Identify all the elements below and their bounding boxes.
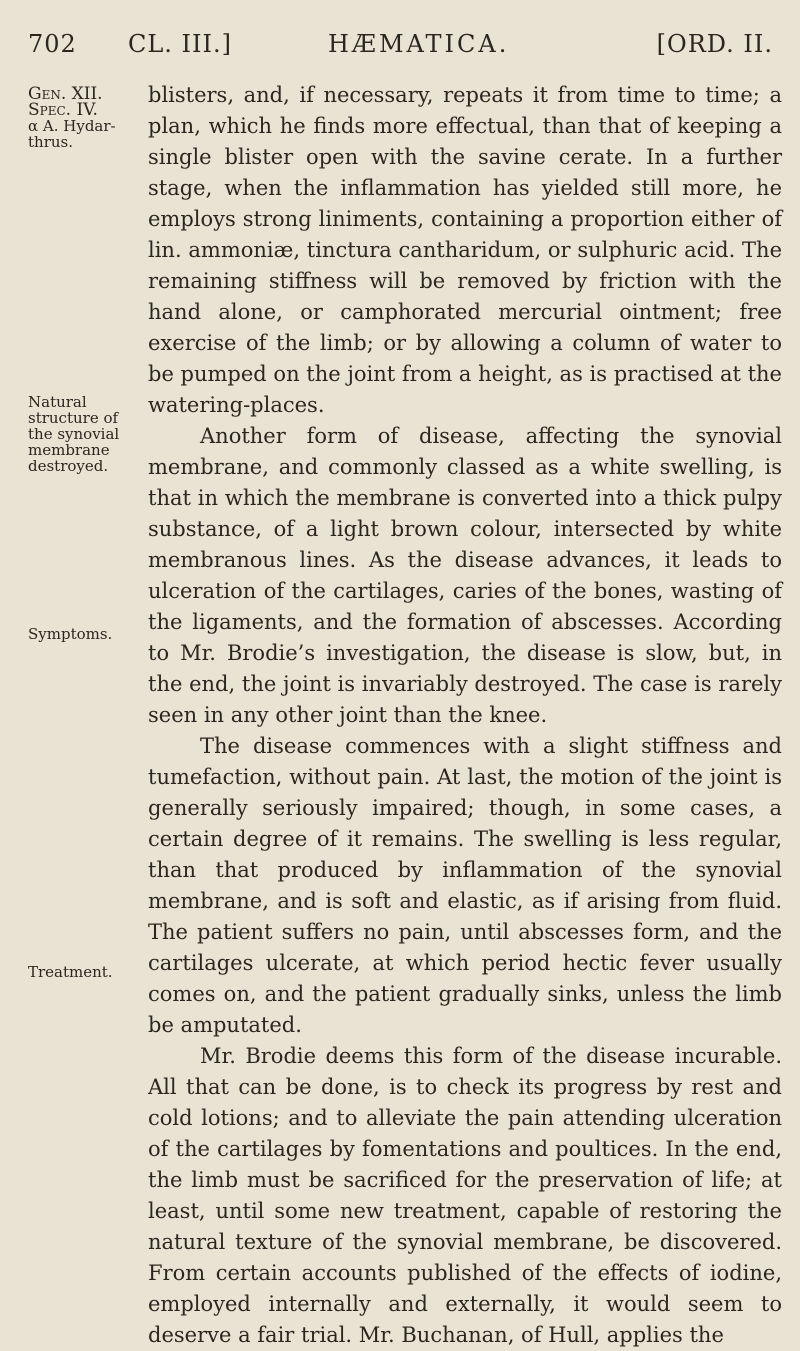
margin-note-line: Natural bbox=[28, 393, 87, 411]
genus-title: HÆMATICA. bbox=[328, 30, 510, 58]
paragraph-continuation: blisters, and, if necessary, repeats it from time to time; a plan, which he finds more effectual, than that of keeping a single blister open with the savine cerate. In a further stage, when the inflammation has yielded still more, he employs strong liniments, containing a proportion either of lin. ammoniæ, tinctura cantharidum, or sulphuric acid. The remaining stiffness will be removed by friction with the hand alone, or camphorated mercurial ointment; free exercise of the limb; or by allowing a column of water to be pumped on the joint from a height, as is practised at the watering-places. bbox=[148, 83, 782, 417]
margin-note-line: membrane bbox=[28, 441, 110, 459]
margin-note-symptoms: Symptoms. bbox=[28, 625, 113, 643]
margin-note-line: Spec. IV. bbox=[28, 100, 98, 120]
margin-note-line: the synovial bbox=[28, 425, 120, 443]
margin-note-treatment: Treatment. bbox=[28, 963, 113, 981]
margin-note-line: destroyed. bbox=[28, 457, 109, 475]
body-text bbox=[90, 80, 782, 1351]
margin-note-line: α A. Hydar- bbox=[28, 117, 116, 135]
margin-note-line: thrus. bbox=[28, 133, 73, 151]
paragraph-treatment: Mr. Brodie deems this form of the disease incurable. All that can be done, is to check its progress by rest and cold lotions; and to alleviate the pain attending ulceration of the cartilages by fomentations and poultices. In the end, the limb must be sacrificed for the preservation of life; at least, until some new treatment, capable of restoring the natural texture of the synovial membrane, be discovered. From certain accounts published of the effects of iodine, employed internally and externally, it would seem to deserve a fair trial. Mr. Buchanan, of Hull, applies the bbox=[148, 1044, 782, 1347]
paragraph-symptoms: The disease commences with a slight stiffness and tumefaction, without pain. At last, the motion of the joint is generally seriously impaired; though, in some cases, a certain degree of it remains. The swelling is less regular, than that produced by inflammation of the synovial membrane, and is soft and elastic, as if arising from fluid. The patient suffers no pain, until abscesses form, and the cartilages ulcerate, at which period hectic fever usually comes on, and the patient gradually sinks, unless the limb be amputated. bbox=[148, 734, 782, 1037]
margin-note-line: Gen. XII. bbox=[28, 84, 103, 104]
paragraph-natural-structure: Another form of disease, affecting the synovial membrane, and commonly classed as a white swelling, is that in which the membrane is converted into a thick pulpy substance, of a light brown colour, intersected by white membranous lines. As the disease advances, it leads to ulceration of the cartilages, caries of the bones, wasting of the ligaments, and the formation of abscesses. According to Mr. Brodie’s investigation, the disease is slow, but, in the end, the joint is invariably destroyed. The case is rarely seen in any other joint than the knee. bbox=[148, 424, 782, 727]
running-head bbox=[28, 30, 773, 66]
order-reference: [ORD. II. bbox=[656, 30, 773, 58]
page-number: 702 bbox=[28, 30, 77, 58]
class-reference: CL. III.] bbox=[128, 30, 232, 58]
margin-note-line: structure of bbox=[28, 409, 119, 427]
